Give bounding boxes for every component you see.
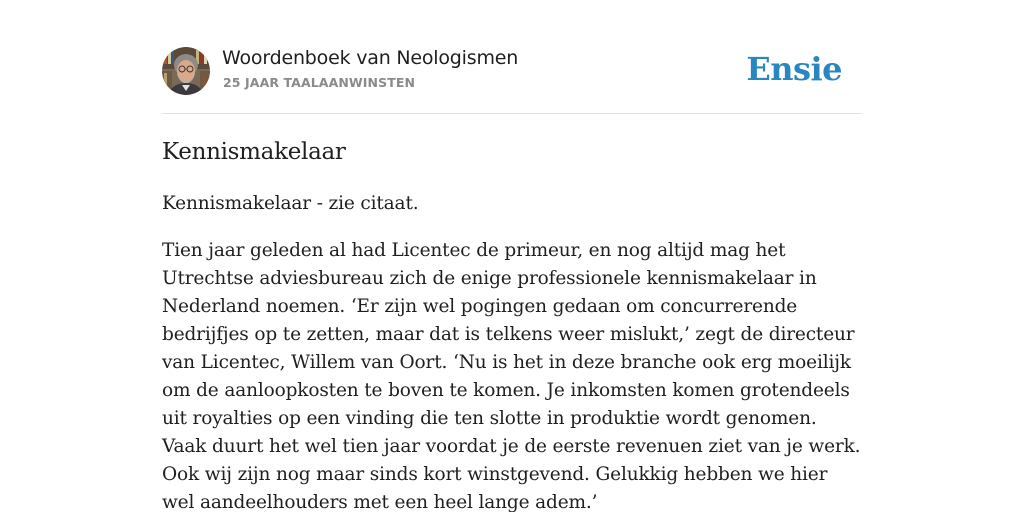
article	[162, 136, 862, 512]
site-title[interactable]: Woordenboek van Neologismen	[222, 47, 519, 69]
header	[162, 46, 862, 96]
article-intro: Kennismakelaar - zie citaat.	[162, 193, 419, 214]
brand-logo-link[interactable]: Ensie	[746, 50, 842, 88]
article-title: Kennismakelaar	[162, 139, 346, 165]
article-quote: Tien jaar geleden al had Licentec de primeur, en nog altijd mag het Utrechtse adviesbureau zich de enige professionele kennismakelaar in Nederland noemen. ‘Er zijn wel pogingen gedaan om concurrerende bedrijfjes op te zetten, maar dat is telkens weer mislukt,’ zegt de directeur van Licentec, Willem van Oort. ‘Nu is het in deze branche ook erg moeilijk om de aanloopkosten te boven te komen. Je inkomsten komen grotendeels uit royalties op een vinding die ten slotte in produktie wordt genomen. Vaak duurt het wel tien jaar voordat je de eerste revenuen ziet van je werk. Ook wij zijn nog maar sinds kort winstgevend. Gelukkig hebben we hier wel aandeelhouders met een heel lange adem.’	[162, 240, 861, 512]
site-subtitle: 25 JAAR TAALAANWINSTEN	[223, 75, 416, 90]
header-divider	[162, 113, 862, 114]
author-avatar[interactable]	[162, 47, 210, 95]
